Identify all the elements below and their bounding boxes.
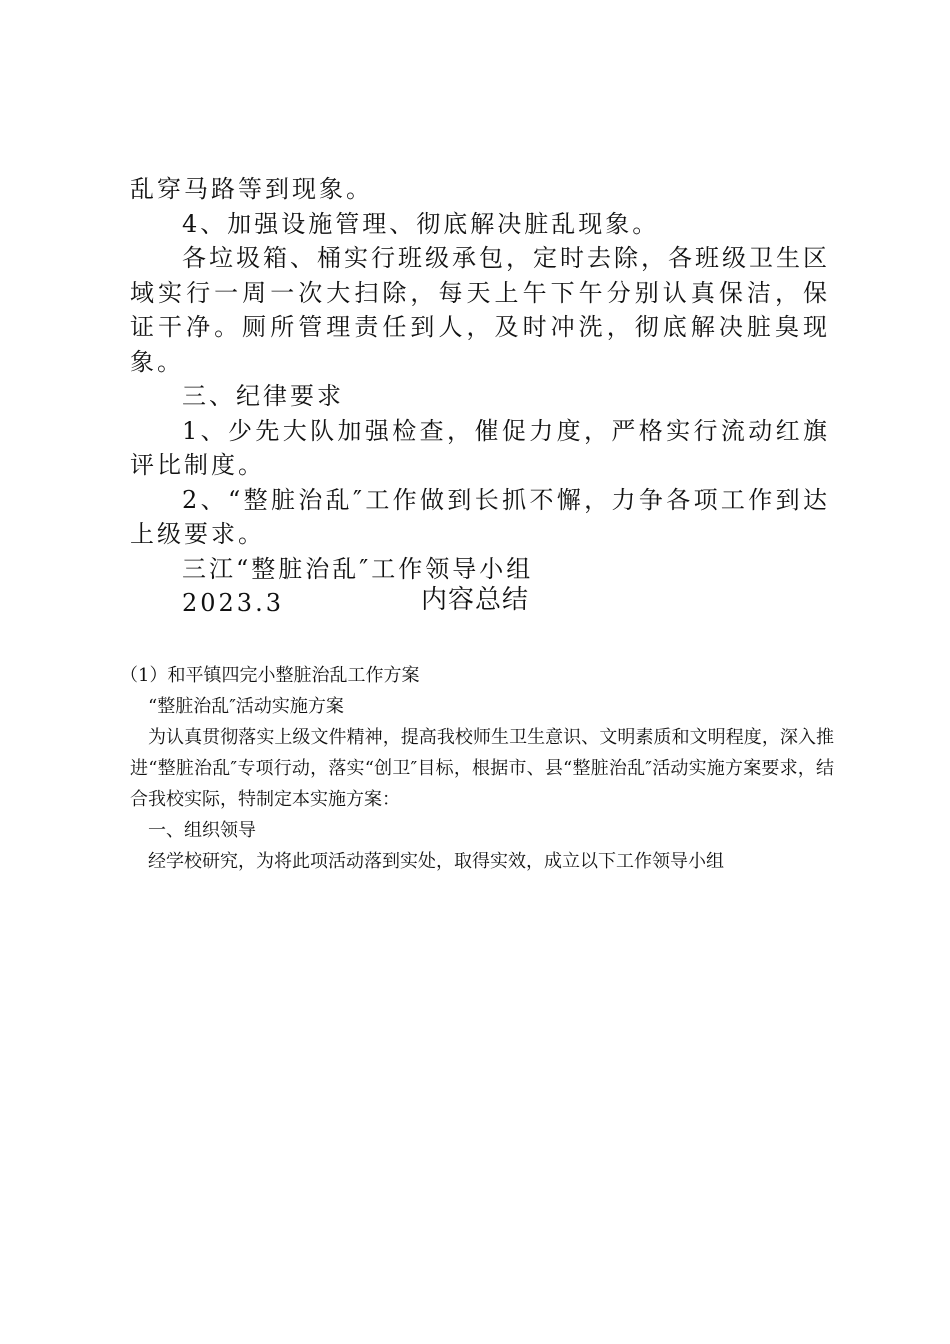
body-paragraph: 1、少先大队加强检查，催促力度，严格实行流动红旗评比制度。 <box>130 416 830 479</box>
summary-paragraph: 经学校研究，为将此项活动落到实处，取得实效，成立以下工作领导小组 <box>148 851 724 872</box>
summary-body-text <box>120 660 834 877</box>
main-body-text <box>130 172 830 621</box>
section-heading: 三、纪律要求 <box>182 382 344 410</box>
body-paragraph: 各垃圾箱、桶实行班级承包，定时去除，各班级卫生区域实行一周一次大扫除，每天上午下午分别认真保洁，保证干净。厕所管理责任到人，及时冲洗，彻底解决脏臭现象。 <box>130 244 830 376</box>
summary-paragraph: 为认真贯彻落实上级文件精神，提高我校师生卫生意识、文明素质和文明程度，深入推进“整脏治乱″专项行动，落实“创卫″目标，根据市、县“整脏治乱″活动实施方案要求，结合我校实际，特制定本实施方案： <box>130 727 834 810</box>
summary-heading: 一、组织领导 <box>148 820 256 841</box>
summary-title: 内容总结 <box>420 585 529 615</box>
summary-paragraph: （1）和平镇四完小整脏治乱工作方案 <box>120 665 420 686</box>
body-paragraph: 4、加强设施管理、彻底解决脏乱现象。 <box>182 209 660 238</box>
signature-date: 2023.3 <box>182 589 284 617</box>
summary-paragraph: “整脏治乱″活动实施方案 <box>148 696 344 717</box>
body-paragraph: 乱穿马路等到现象。 <box>130 175 373 203</box>
signature-organization: 三江“整脏治乱″工作领导小组 <box>182 554 534 583</box>
body-paragraph: 2、“整脏治乱″工作做到长抓不懈，力争各项工作到达上级要求。 <box>130 485 830 548</box>
